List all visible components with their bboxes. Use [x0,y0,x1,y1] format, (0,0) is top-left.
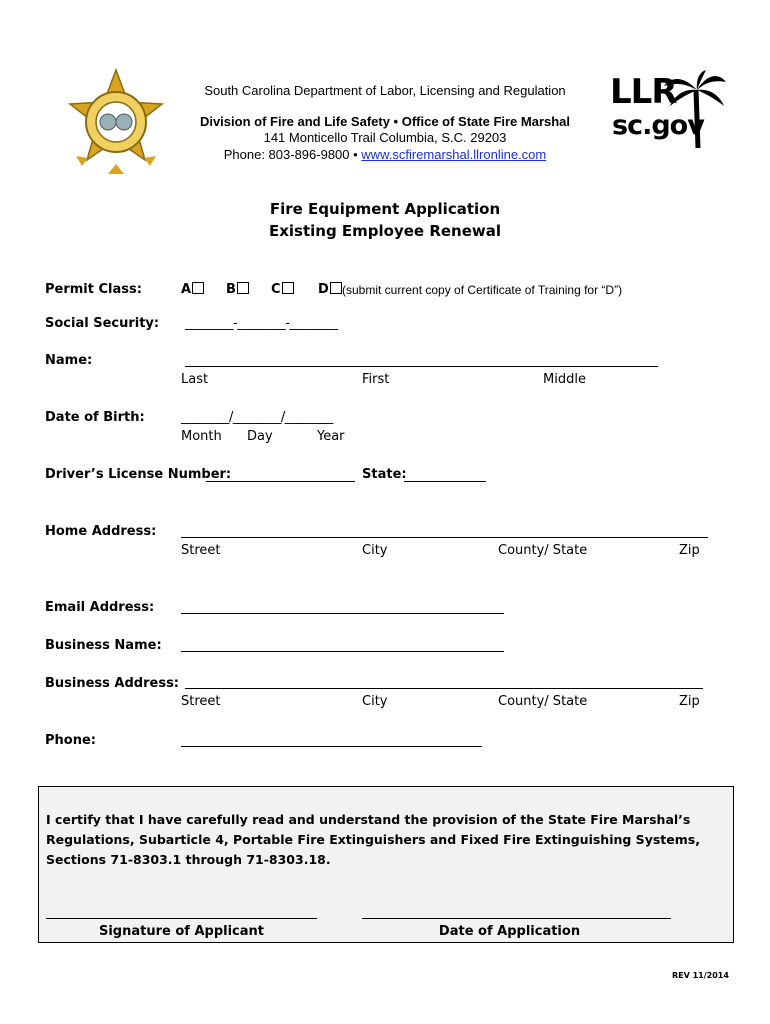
department-name: South Carolina Department of Labor, Licensing and Regulation [204,83,566,98]
business-name-field[interactable] [181,651,504,652]
division-name: Division of Fire and Life Safety • Office of State Fire Marshal [199,114,571,129]
name-field[interactable] [185,366,658,367]
home-street-caption: Street [181,543,221,558]
home-county-caption: County/ State [498,543,588,558]
permit-class-b-checkbox[interactable] [237,282,249,294]
license-state-label: State: [362,467,407,482]
application-date-field[interactable] [362,918,671,919]
form-title: Fire Equipment Application [269,200,501,218]
dob-day-caption: Day [247,429,273,444]
permit-class-d[interactable] [318,282,342,297]
permit-class-c[interactable] [271,282,294,297]
home-city-caption: City [362,543,388,558]
license-label: Driver’s License Number: [45,467,232,482]
llr-logo-text: LLR [610,72,677,112]
llr-scgov-logo [606,70,728,152]
revision-label: REV 11/2014 [672,971,729,980]
business-address-label: Business Address: [45,676,180,691]
name-label: Name: [45,353,93,368]
home-address-label: Home Address: [45,524,157,539]
name-last-caption: Last [181,372,209,387]
website-link[interactable]: www.scfiremarshal.llronline.com [361,147,547,162]
permit-class-d-checkbox[interactable] [330,282,342,294]
permit-class-label: Permit Class: [45,282,142,297]
signature-label: Signature of Applicant [98,924,265,939]
ssn-label: Social Security: [45,316,160,331]
email-field[interactable] [181,613,504,614]
application-date-label: Date of Application [438,924,581,939]
permit-class-c-label: C [271,282,281,297]
permit-class-c-checkbox[interactable] [282,282,294,294]
license-state-field[interactable] [404,481,486,482]
business-city-caption: City [362,694,388,709]
office-phone: Phone: 803-896-9800 • [223,147,362,162]
permit-class-a-checkbox[interactable] [192,282,204,294]
business-address-field[interactable] [185,688,703,689]
home-address-field[interactable] [181,537,708,538]
business-street-caption: Street [181,694,221,709]
business-zip-caption: Zip [679,694,700,709]
dob-field[interactable]: ________/________/________ [181,410,333,425]
permit-class-d-note: (submit current copy of Certificate of Training for “D”) [342,283,623,297]
office-phone-line [180,147,590,162]
certification-box [38,786,734,943]
permit-class-a-label: A [181,282,192,297]
ssn-field[interactable]: ________-________-________ [185,316,338,331]
permit-class-d-label: D [318,282,329,297]
fire-marshal-seal-logo [62,68,170,178]
signature-field[interactable] [46,918,317,919]
scgov-logo-text: sc.gov [612,110,704,141]
business-name-label: Business Name: [45,638,162,653]
dob-year-caption: Year [317,429,345,444]
phone-field[interactable] [181,746,482,747]
form-subtitle: Existing Employee Renewal [268,222,502,240]
permit-class-a[interactable] [181,282,204,297]
name-middle-caption: Middle [543,372,586,387]
home-zip-caption: Zip [679,543,700,558]
phone-label: Phone: [45,733,96,748]
name-first-caption: First [362,372,390,387]
certification-text: I certify that I have carefully read and understand the provision of the State Fire Marshal’s Regulations, Subarticle 4, Portable Fire Extinguishers and Fixed Fire Extinguishing Systems, Sections 71-8303.1 through 71-8303.18. [46,812,700,867]
dob-month-caption: Month [181,429,222,444]
business-county-caption: County/ State [498,694,588,709]
license-field[interactable] [206,481,355,482]
dob-label: Date of Birth: [45,410,145,425]
permit-class-b[interactable] [226,282,249,297]
permit-class-b-label: B [226,282,236,297]
email-label: Email Address: [45,600,155,615]
office-address: 141 Monticello Trail Columbia, S.C. 29203 [263,130,507,145]
